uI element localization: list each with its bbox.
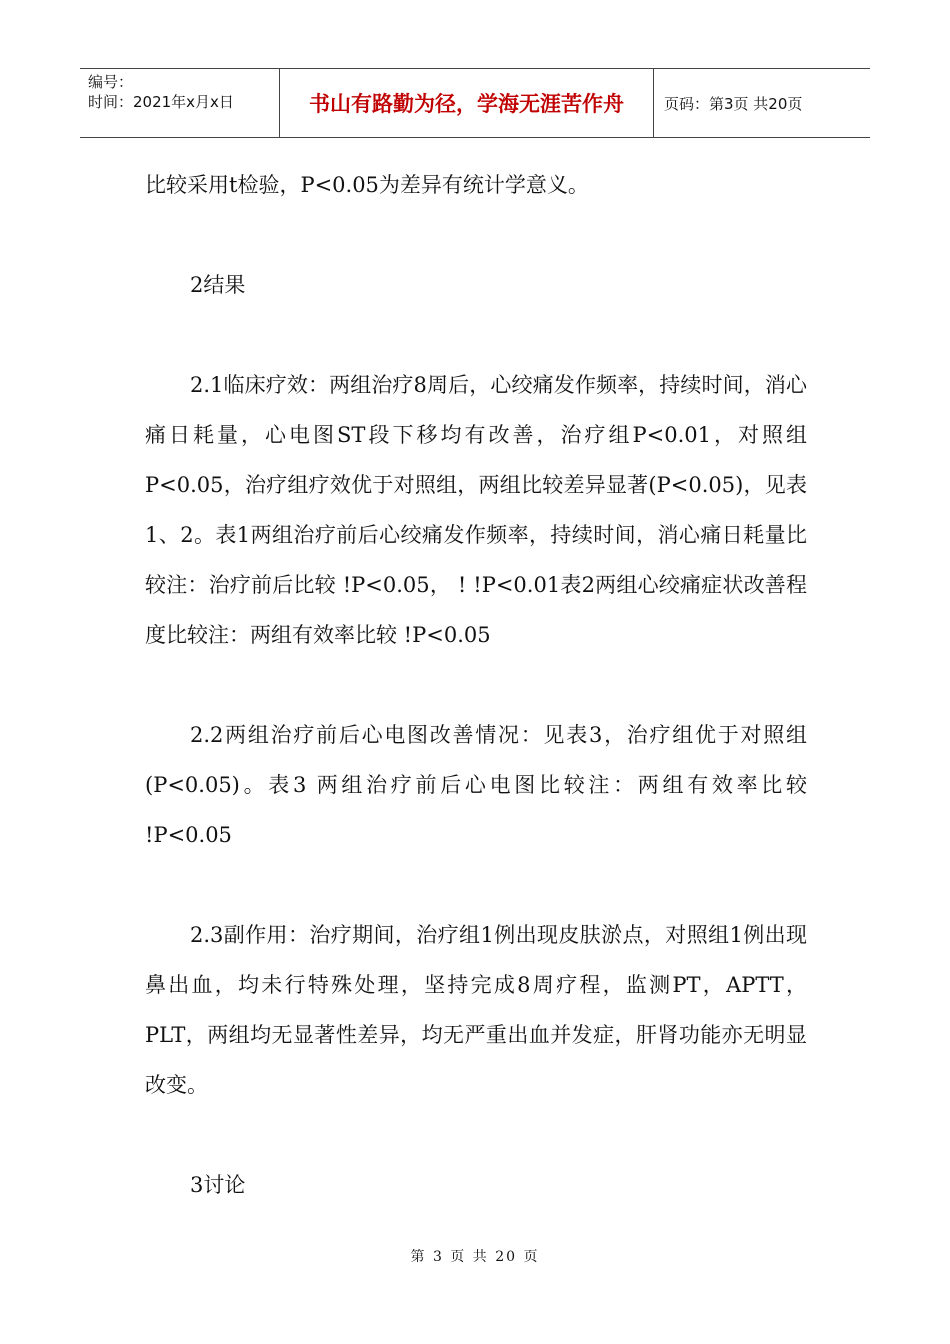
paragraph-side-effects: 2.3副作用：治疗期间，治疗组1例出现皮肤淤点，对照组1例出现鼻出血，均未行特殊处理，坚持完成8周疗程，监测PT，APTT，PLT，两组均无显著性差异，均无严重出血并发症，肝肾功能亦无明显改变。 bbox=[145, 923, 807, 1097]
header-meta bbox=[80, 69, 280, 137]
header-page-info: 页码：第3页 共20页 bbox=[664, 94, 803, 113]
paragraph-statistics: 比较采用t检验，P<0.05为差异有统计学意义。 bbox=[145, 173, 589, 197]
section-heading-results: 2结果 bbox=[190, 273, 246, 297]
header-motto: 书山有路勤为径，学海无涯苦作舟 bbox=[280, 69, 654, 137]
document-body bbox=[145, 160, 807, 1260]
document-time-label: 时间：2021年x月x日 bbox=[88, 93, 234, 111]
page-footer: 第 3 页 共 20 页 bbox=[410, 1249, 540, 1265]
paragraph-ecg-improvement: 2.2两组治疗前后心电图改善情况：见表3，治疗组优于对照组(P<0.05)。表3 两组治疗前后心电图比较注：两组有效率比较 !P<0.05 bbox=[145, 723, 807, 847]
paragraph-clinical-efficacy: 2.1临床疗效：两组治疗8周后，心绞痛发作频率，持续时间，消心痛日耗量，心电图ST段下移均有改善，治疗组P<0.01，对照组P<0.05，治疗组疗效优于对照组，两组比较差异显著(P<0.05)，见表1、2。表1两组治疗前后心绞痛发作频率，持续时间，消心痛日耗量比较注：治疗前后比较 !P<0.05， ! !P<0.01表2两组心绞痛症状改善程度比较注：两组有效率比较 !P<0.05 bbox=[145, 373, 807, 647]
page-header bbox=[80, 68, 870, 138]
section-heading-discussion: 3讨论 bbox=[190, 1173, 246, 1197]
document-number-label: 编号： bbox=[88, 73, 134, 91]
